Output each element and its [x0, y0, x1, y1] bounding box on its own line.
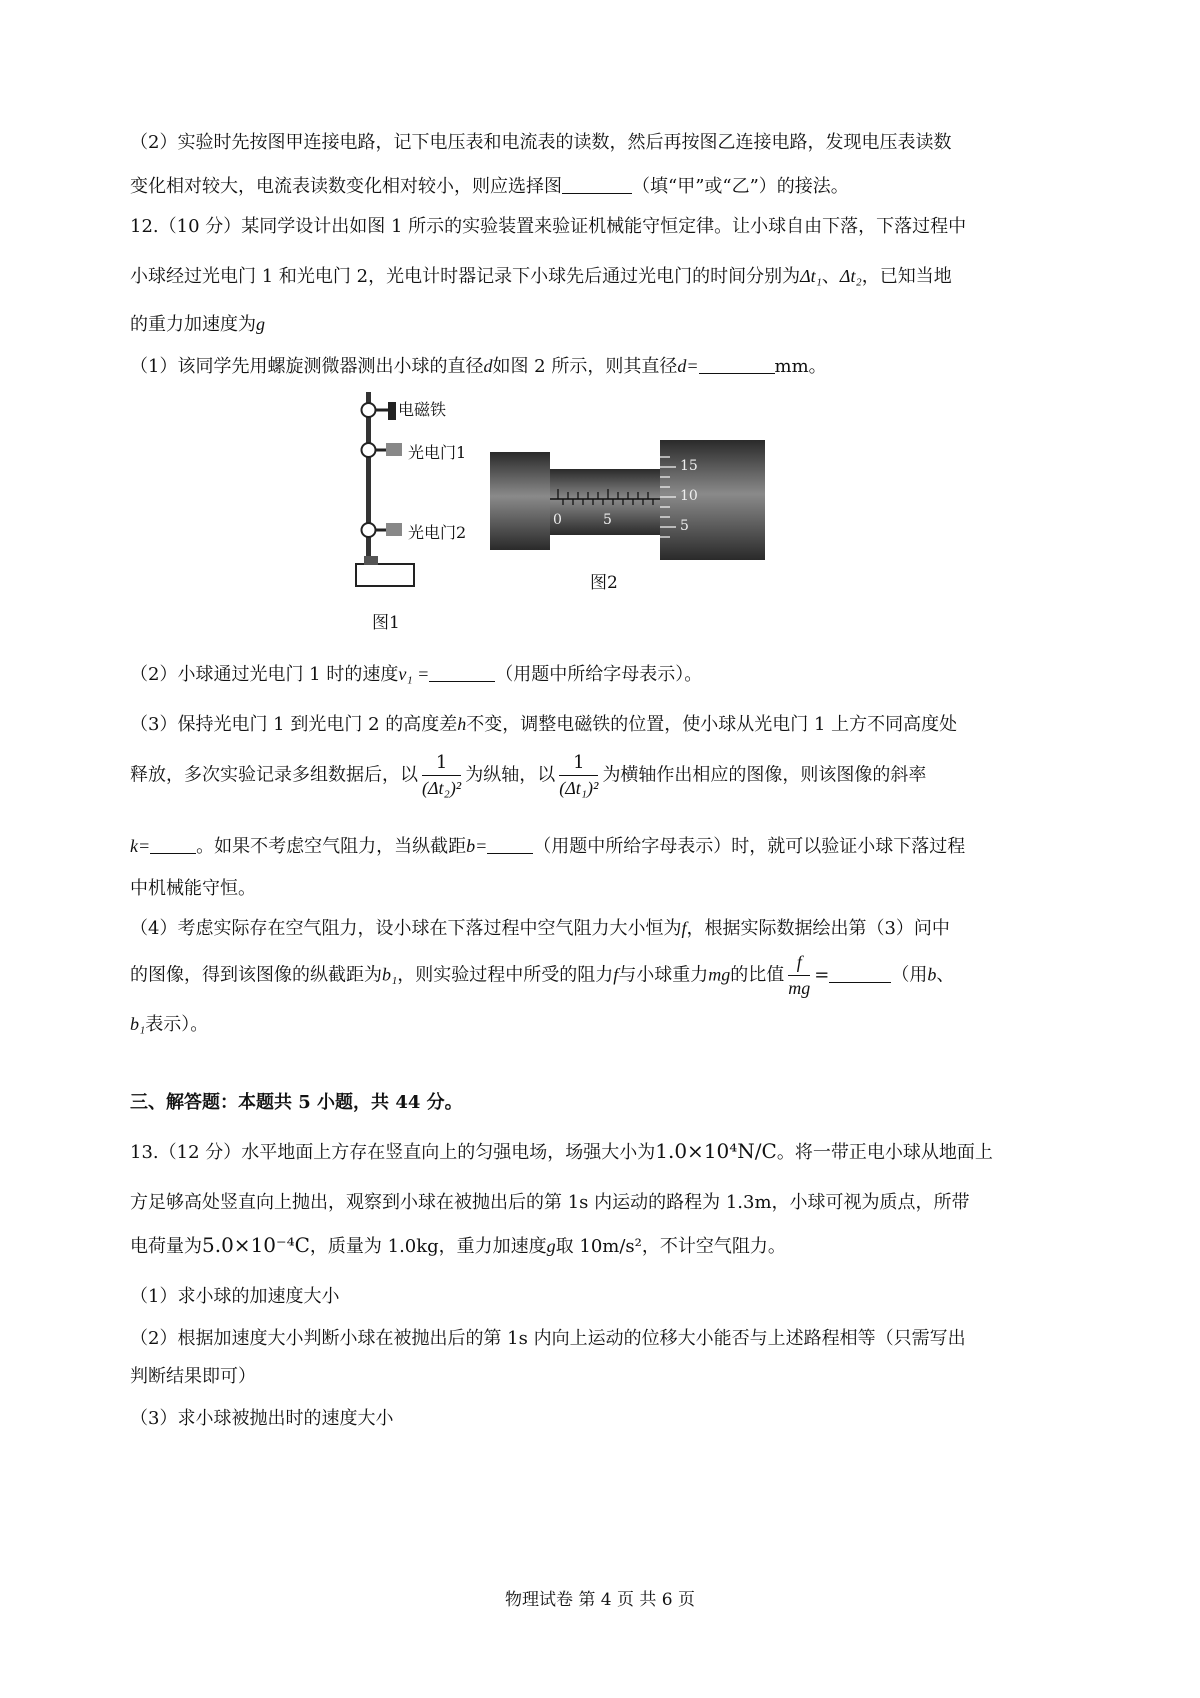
symbol-b1: b₁ — [382, 964, 398, 985]
q13-text-b: 。将一带正电小球从地面上 — [776, 1142, 993, 1163]
q12-part2-text-b: （用题中所给字母表示）。 — [495, 664, 703, 685]
q12-intro-text-c: 的重力加速度为 — [130, 314, 256, 335]
q12-part1-text-c: mm。 — [774, 356, 827, 377]
q12-part3-text-f: 。如果不考虑空气阻力，当纵截距 — [196, 836, 467, 857]
thimble-label-15: 15 — [680, 458, 698, 474]
q11-part2-text-b: （填“甲”或“乙”）的接法。 — [632, 176, 849, 197]
q13-line3 — [130, 1232, 786, 1258]
thimble-label-5: 5 — [680, 518, 689, 534]
label-electromagnet: 电磁铁 — [398, 400, 447, 419]
q12-part3-text-g: （用题中所给字母表示）时，就可以验证小球下落过程 — [533, 836, 966, 857]
q12-part3-line4: 中机械能守恒。 — [130, 878, 256, 899]
fraction-dt1 — [559, 752, 598, 799]
q12-part1 — [130, 352, 827, 378]
charge-value: 5.0×10⁻⁴C — [202, 1233, 310, 1257]
field-strength: 1.0×10⁴N/C — [655, 1139, 777, 1163]
clamp-gate1 — [362, 443, 376, 457]
fraction-numerator: 1 — [559, 752, 598, 776]
q12-part2 — [130, 660, 702, 686]
q12-part3-line2 — [130, 752, 926, 799]
q12-part3-text-a: （3）保持光电门 1 到光电门 2 的高度差 — [130, 714, 458, 735]
symbol-d-eq: d= — [677, 356, 699, 376]
symbol-f: f — [613, 964, 619, 985]
q12-part4-text-f: 的比值 — [730, 964, 785, 986]
symbol-mg: mg — [708, 964, 731, 985]
q12-part4-line1 — [130, 914, 950, 940]
thimble-label-10: 10 — [680, 488, 698, 504]
electromagnet — [388, 402, 396, 420]
symbol-b: b — [927, 964, 937, 985]
sleeve-label-5: 5 — [603, 512, 612, 528]
sleeve-label-0: 0 — [553, 512, 562, 528]
q12-intro-text-a: 小球经过光电门 1 和光电门 2，光电计时器记录下小球先后通过光电门的时间分别为 — [130, 266, 801, 287]
q12-part4-text-j: 表示）。 — [145, 1014, 209, 1035]
q12-intro-line1: 12.（10 分）某同学设计出如图 1 所示的实验装置来验证机械能守恒定律。让小球自由下落，下落过程中 — [130, 216, 967, 237]
q12-part4-text-e: 与小球重力 — [618, 964, 709, 986]
q12-part1-text-b: 如图 2 所示，则其直径 — [492, 356, 678, 377]
equals-sign: = — [814, 964, 830, 986]
anvil — [490, 452, 550, 550]
q12-part3-text-b: 不变，调整电磁铁的位置，使小球从光电门 1 上方不同高度处 — [466, 714, 958, 735]
q12-part4-text-h: （用 — [891, 964, 928, 986]
photogate1 — [386, 443, 402, 456]
figure1-label: 图1 — [372, 613, 400, 633]
thimble — [660, 440, 765, 560]
figure2-label: 图2 — [590, 573, 618, 593]
answer-blank-k[interactable] — [150, 835, 196, 854]
fraction-dt2 — [422, 752, 461, 799]
q13-line2: 方足够高处竖直向上抛出，观察到小球在被抛出后的第 1s 内运动的路程为 1.3m，小球可视为质点，所带 — [130, 1192, 970, 1213]
photogate2 — [386, 523, 402, 536]
symbol-h: h — [457, 714, 467, 734]
q12-part1-text-a: （1）该同学先用螺旋测微器测出小球的直径 — [130, 356, 484, 377]
symbol-v1: v₁ = — [398, 664, 430, 684]
symbol-f: f — [681, 918, 687, 938]
stand-base — [356, 564, 414, 586]
q12-part4-line3 — [130, 1010, 208, 1036]
q12-part4-text-i: 、 — [936, 964, 955, 986]
page-footer: 物理试卷 第 4 页 共 6 页 — [504, 1590, 696, 1610]
q12-part4-line2 — [130, 952, 954, 999]
q12-intro-line2 — [130, 262, 952, 288]
q12-part3-text-d: 为纵轴，以 — [465, 764, 556, 786]
symbol-dt1: Δt₁ — [800, 266, 822, 286]
section3-title: 三、解答题：本题共 5 小题，共 44 分。 — [130, 1092, 463, 1113]
q13-sub3: （3）求小球被抛出时的速度大小 — [130, 1408, 394, 1429]
clamp-gate2 — [362, 523, 376, 537]
q11-part2-text-a: 变化相对较大，电流表读数变化相对较小，则应选择图 — [130, 176, 562, 197]
q12-intro-line3 — [130, 310, 265, 336]
label-gate1: 光电门1 — [408, 443, 467, 462]
q12-part3-line1 — [130, 710, 957, 736]
q13-text-e: 取 10m/s²，不计空气阻力。 — [555, 1236, 786, 1257]
label-gate2: 光电门2 — [408, 523, 467, 542]
answer-blank[interactable] — [562, 175, 632, 194]
fraction-numerator: 1 — [422, 752, 461, 776]
fraction-numerator: f — [788, 952, 810, 976]
q13-sub2-line1: （2）根据加速度大小判断小球在被抛出后的第 1s 内向上运动的位移大小能否与上述路程相等（只需写出 — [130, 1328, 966, 1349]
clamp-electromagnet — [362, 403, 376, 417]
separator: 、 — [821, 266, 840, 287]
q12-part4-text-c: 的图像，得到该图像的纵截距为 — [130, 964, 382, 986]
fraction-denominator: (Δt₂)² — [422, 778, 462, 798]
symbol-g: g — [256, 314, 265, 334]
q13-text-a: 13.（12 分）水平地面上方存在竖直向上的匀强电场，场强大小为 — [130, 1142, 656, 1163]
q12-part4-text-b: ，根据实际数据绘出第（3）问中 — [686, 918, 950, 939]
figure2-micrometer — [490, 437, 770, 562]
q13-line1 — [130, 1138, 993, 1164]
fraction-f-over-mg — [788, 952, 810, 999]
q12-part3-line3 — [130, 832, 965, 858]
symbol-dt2: Δt₂ — [839, 266, 862, 286]
symbol-k: k= — [130, 836, 151, 856]
symbol-g: g — [546, 1236, 556, 1256]
answer-blank-v1[interactable] — [429, 663, 495, 682]
q12-intro-text-b: ，已知当地 — [861, 266, 952, 287]
q11-part2-line1: （2）实验时先按图甲连接电路，记下电压表和电流表的读数，然后再按图乙连接电路，发现电压表读数 — [130, 132, 952, 153]
q13-sub2-line2: 判断结果即可） — [130, 1366, 256, 1387]
q12-part3-text-e: 为横轴作出相应的图像，则该图像的斜率 — [602, 764, 927, 786]
q13-text-c: 电荷量为 — [130, 1236, 202, 1257]
symbol-d: d — [483, 356, 493, 376]
fraction-denominator: mg — [788, 978, 811, 998]
q12-part4-text-a: （4）考虑实际存在空气阻力，设小球在下落过程中空气阻力大小恒为 — [130, 918, 682, 939]
q11-part2-line2 — [130, 172, 849, 198]
q13-sub1: （1）求小球的加速度大小 — [130, 1286, 340, 1307]
q13-text-d: ，质量为 1.0kg，重力加速度 — [309, 1236, 547, 1257]
symbol-b1: b₁ — [130, 1014, 146, 1034]
answer-blank-ratio[interactable] — [829, 964, 891, 983]
q12-part4-text-d: ，则实验过程中所受的阻力 — [397, 964, 614, 986]
answer-blank-d[interactable] — [699, 355, 775, 374]
q12-part2-text-a: （2）小球通过光电门 1 时的速度 — [130, 664, 399, 685]
answer-blank-b[interactable] — [487, 835, 533, 854]
q12-part3-text-c: 释放，多次实验记录多组数据后，以 — [130, 764, 418, 786]
symbol-b: b= — [466, 836, 488, 856]
fraction-denominator: (Δt₁)² — [559, 778, 599, 798]
